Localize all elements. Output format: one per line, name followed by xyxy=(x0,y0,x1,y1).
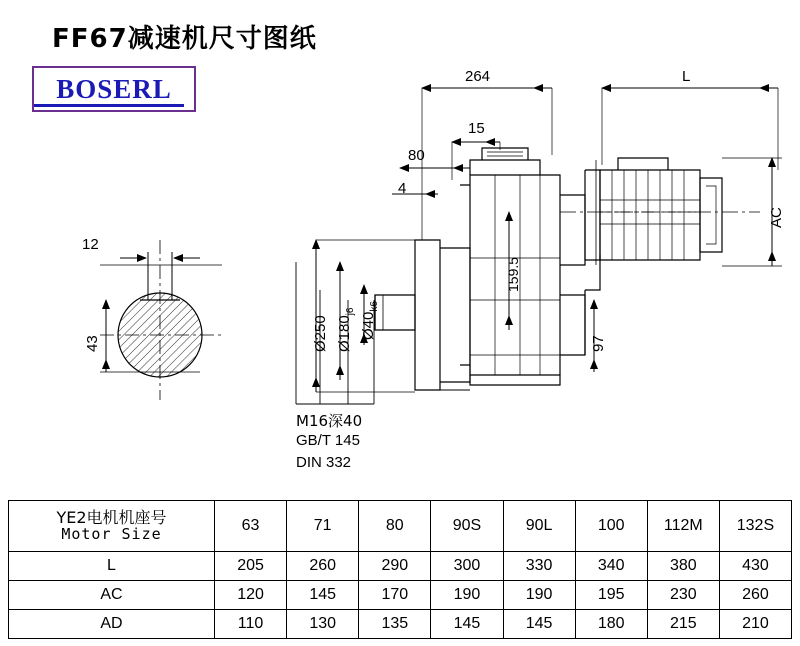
table-cell: 190 xyxy=(503,581,575,610)
table-cell: 145 xyxy=(503,610,575,639)
table-cell: 110 xyxy=(215,610,287,639)
table-header-cell: 132S xyxy=(719,501,791,552)
row-label: L xyxy=(9,552,215,581)
dim-159-5: 159.5 xyxy=(505,256,521,292)
table-cell: 135 xyxy=(359,610,431,639)
table-cell: 210 xyxy=(719,610,791,639)
table-cell: 330 xyxy=(503,552,575,581)
table-cell: 195 xyxy=(575,581,647,610)
table-cell: 145 xyxy=(287,581,359,610)
table-cell: 260 xyxy=(719,581,791,610)
table-cell: 290 xyxy=(359,552,431,581)
table-header-cell: 112M xyxy=(647,501,719,552)
table-cell: 215 xyxy=(647,610,719,639)
table-cell: 120 xyxy=(215,581,287,610)
table-cell: 300 xyxy=(431,552,503,581)
table-cell: 340 xyxy=(575,552,647,581)
table-row xyxy=(9,610,792,639)
note-line-3: DIN 332 xyxy=(296,454,352,471)
table-header-cell: 100 xyxy=(575,501,647,552)
table-cell: 170 xyxy=(359,581,431,610)
table-cell: 180 xyxy=(575,610,647,639)
brand-logo-text: BOSERL xyxy=(56,73,172,104)
table-header-cell: 90S xyxy=(431,501,503,552)
dim-L: L xyxy=(682,68,691,85)
dim-d40: $Ø40_{k6}$ xyxy=(360,301,380,340)
row-label: AD xyxy=(9,610,215,639)
table-cell: 190 xyxy=(431,581,503,610)
table-cell: 145 xyxy=(431,610,503,639)
dim-d250: Ø250 xyxy=(312,315,329,352)
dim-264: 264 xyxy=(465,68,491,85)
table-row xyxy=(9,581,792,610)
dim-15: 15 xyxy=(468,120,485,137)
spec-table-wrapper xyxy=(8,500,792,639)
dim-12: 12 xyxy=(82,236,99,253)
table-cell: 260 xyxy=(287,552,359,581)
dim-d180: $Ø180_{j6}$ xyxy=(336,307,356,352)
dim-AC: AC xyxy=(768,207,785,228)
table-cell: 430 xyxy=(719,552,791,581)
table-header-cell: 80 xyxy=(359,501,431,552)
note-line-1: M16深40 xyxy=(296,412,363,430)
table-cell: 205 xyxy=(215,552,287,581)
dim-80: 80 xyxy=(408,147,425,164)
table-cell: 380 xyxy=(647,552,719,581)
dim-4: 4 xyxy=(398,180,407,197)
table-cell: 130 xyxy=(287,610,359,639)
note-line-2: GB/T 145 xyxy=(296,432,360,449)
table-header-cell: 90L xyxy=(503,501,575,552)
row-label: AC xyxy=(9,581,215,610)
header-cn: YE2电机机座号 xyxy=(56,507,167,527)
table-header-row xyxy=(9,501,792,552)
header-en: Motor Size xyxy=(61,524,162,543)
table-row xyxy=(9,552,792,581)
dim-43: 43 xyxy=(84,335,101,352)
table-header-cell: 63 xyxy=(215,501,287,552)
table-header-cell: 71 xyxy=(287,501,359,552)
table-cell: 230 xyxy=(647,581,719,610)
spec-table xyxy=(8,500,792,639)
page-title: FF67减速机尺寸图纸 xyxy=(52,24,317,54)
dim-97: 97 xyxy=(590,335,607,352)
table-header-motor-size xyxy=(9,501,215,552)
